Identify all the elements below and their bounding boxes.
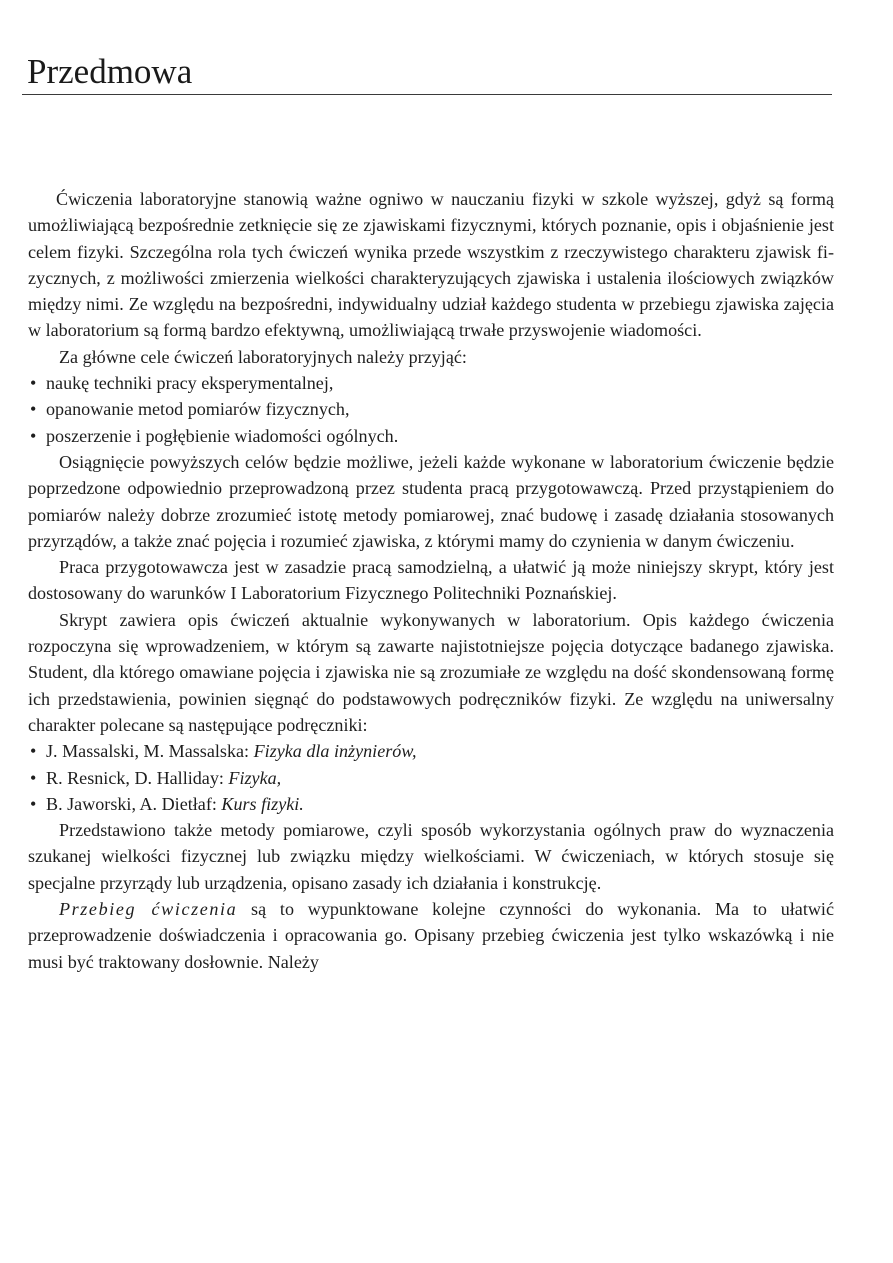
list-item (28, 738, 834, 764)
paragraph-intro: Ćwiczenia laboratoryjne stanowią ważne ogniwo w nauczaniu fizyki w szkole wyższej, gdyż są formą umożliwiającą bezpośrednie zetknięcie się ze zjawiskami fizycznymi, których poznanie, opis i objaśnienie jest celem fizyki. Szczególna rola tych ćwiczeń wynika przede wszystkim z rzeczywistego charakteru zjawisk fizycznych, z możliwości zmierzenia wielkości charakteryzujących zjawiska i ustalenia ilościowych związków między nimi. Ze względu na bezpośredni, indywidualny udział każdego studenta w przebiegu zjawiska zajęcia w laboratorium są formą bardzo efektywną, umożliwiającą trwałe przyswojenie wiadomości. (28, 189, 834, 341)
procedure-term: Przebieg ćwiczenia (59, 899, 238, 920)
bullet-icon: • (30, 399, 37, 420)
list-item: • naukę techniki pracy eksperymentalnej, (28, 370, 834, 396)
body-text (28, 186, 834, 975)
bullet-icon: • (30, 741, 37, 762)
paragraph-methods: Przedstawiono także metody pomiarowe, czyli sposób wykorzystania ogólnych praw do wyznaczenia szukanej wielkości fizycznej lub związku między wielkościami. W ćwiczeniach, w których stosuje się specjalne przyrządy lub urządzenia, opisano zasady ich działania i konstrukcję. (28, 820, 834, 893)
title-divider (22, 94, 832, 95)
bullet-icon: • (30, 373, 37, 394)
bullet-icon: • (30, 425, 37, 446)
book-title: Fizyka, (228, 767, 282, 788)
books-list (28, 738, 834, 817)
paragraph-preparation: Osiągnięcie powyższych celów będzie możliwe, jeżeli każde wykonane w laboratorium ćwiczenie będzie poprzedzone odpowiednio przeprowadzoną przez studenta pracą przygotowawczą. Przed przystąpieniem do pomiarów należy dobrze zrozumieć istotę metody pomiarowej, znać budowę i zasadę działania stosowanych przyrządów, a także znać pojęcia i rozumieć zjawiska, z którymi mamy do czynienia w danym ćwiczeniu. (28, 451, 834, 551)
paragraph-contents: Skrypt zawiera opis ćwiczeń aktualnie wykonywanych w laboratorium. Opis każdego ćwiczenia rozpoczyna się wprowadzeniem, w którym są zawarte najistotniejsze pojęcia dotyczące badanego zjawiska. Student, dla którego omawiane pojęcia i zjawiska nie są zrozumiałe ze względu na dość skondensowaną formę ich przedstawienia, powinien sięgnąć do podstawowych podręczników fizyki. Ze względu na uniwersalny charakter polecane są następujące podręczniki: (28, 609, 834, 735)
book-authors: R. Resnick, D. Halliday: (46, 767, 229, 788)
list-item (28, 791, 834, 817)
procedure-text: są to wypunktowane kolejne czynności do wykonania. Ma to ułatwić przeprowadzenie doświadczenia i opracowania go. Opisany przebieg ćwiczenia jest tylko wskazówką i nie musi być traktowany dosłownie. Należy (28, 899, 834, 972)
paragraph-goals-intro: Za główne cele ćwiczeń laboratoryjnych należy przyjąć: (59, 346, 467, 367)
book-title: Fizyka dla inżynierów, (253, 741, 417, 762)
list-item: • opanowanie metod pomiarów fizycznych, (28, 396, 834, 422)
goals-list (28, 370, 834, 449)
book-authors: B. Jaworski, A. Dietłaf: (46, 793, 222, 814)
bullet-icon: • (30, 793, 37, 814)
bullet-icon: • (30, 767, 37, 788)
page-title: Przedmowa (27, 52, 193, 91)
book-authors: J. Massalski, M. Massalska: (46, 741, 254, 762)
list-item: • poszerzenie i pogłębienie wiadomości ogólnych. (28, 423, 834, 449)
book-title: Kurs fizyki. (221, 793, 304, 814)
paragraph-script: Praca przygotowawcza jest w zasadzie pracą samodzielną, a ułatwić ją może niniejszy skrypt, który jest dostosowany do warunków I Laboratorium Fizycznego Politechniki Poznańskiej. (28, 557, 834, 604)
list-item (28, 765, 834, 791)
paragraph-procedure (28, 896, 834, 975)
